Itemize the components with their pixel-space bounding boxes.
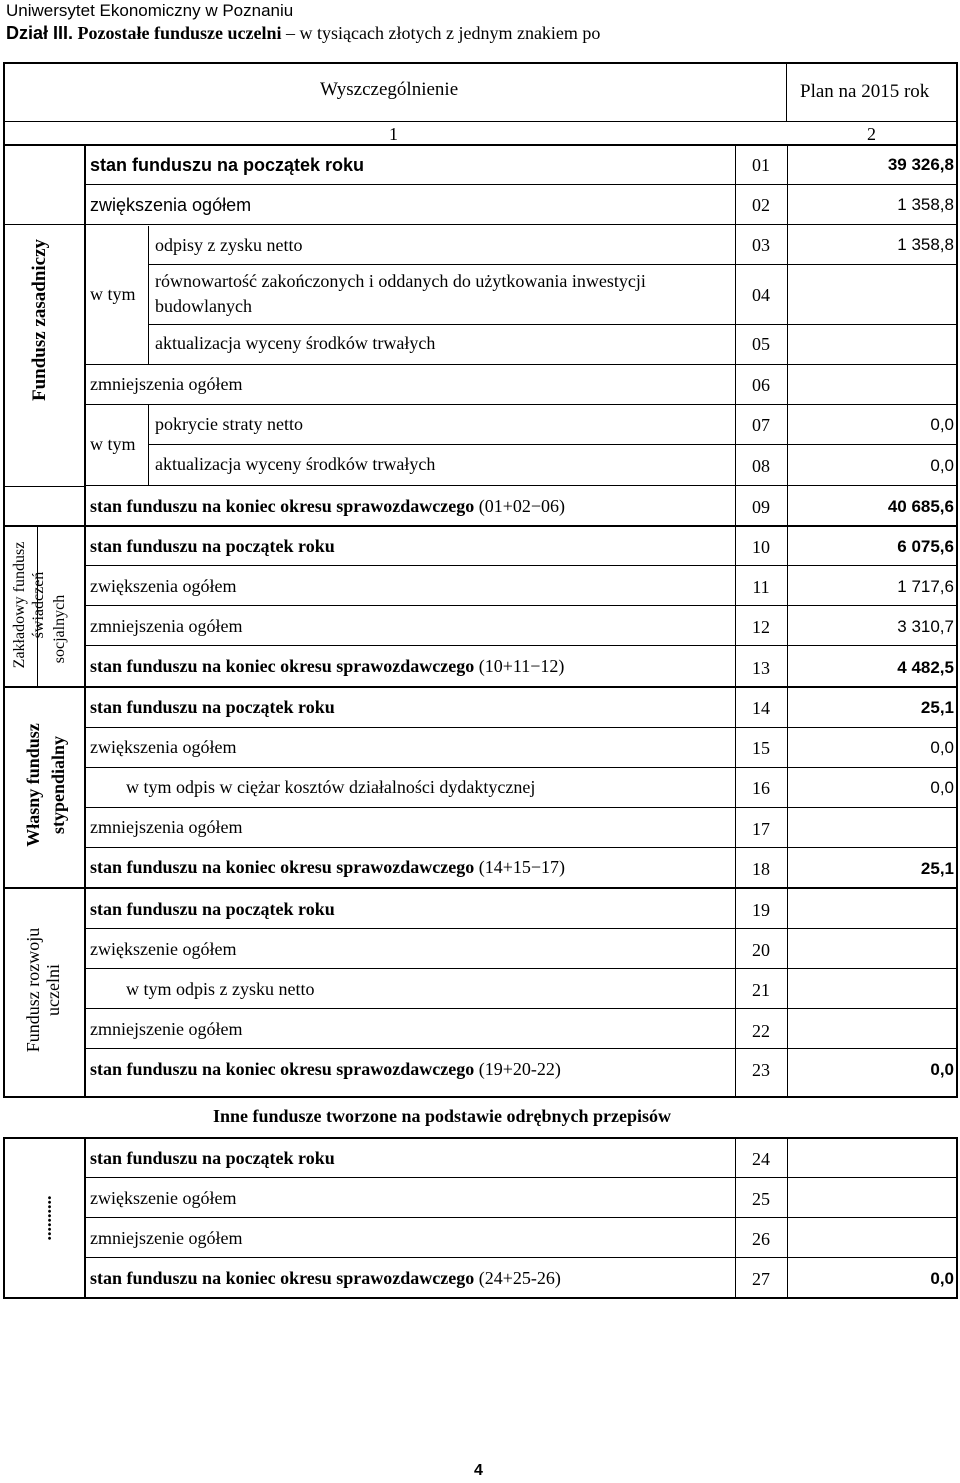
row-value: 0,0	[930, 415, 954, 434]
row-label: stan funduszu na koniec okresu sprawozdawczego (24+25-26)	[90, 1268, 561, 1288]
row-label: zmniejszenia ogółem	[90, 817, 243, 837]
division-label: Dział III.	[6, 23, 74, 43]
row-code: 13	[752, 658, 770, 678]
group-divider	[3, 686, 958, 688]
row-code: 17	[752, 819, 770, 839]
row-label: równowartość zakończonych i oddanych do użytkowania inwestycji	[155, 271, 646, 291]
row-label-cont: budowlanych	[155, 296, 252, 316]
row-code: 04	[752, 285, 770, 305]
row-label: zwiększenie ogółem	[90, 939, 237, 959]
row-value: 25,1	[920, 698, 954, 717]
table-border	[3, 62, 5, 1098]
row-code: 25	[752, 1189, 770, 1209]
row-code: 26	[752, 1229, 770, 1249]
w-tym-label: w tym	[90, 434, 136, 454]
row-label: aktualizacja wyceny środków trwałych	[155, 333, 436, 353]
row-label: stan funduszu na początek roku	[90, 1148, 335, 1168]
group-divider	[3, 887, 958, 889]
row-value: 39 326,8	[887, 155, 954, 174]
group-label-other: ..........	[35, 1195, 55, 1241]
row-code: 02	[752, 195, 770, 215]
row-code: 19	[752, 900, 770, 920]
row-value: 1 358,8	[897, 195, 954, 214]
row-label: stan funduszu na koniec okresu sprawozdawczego (10+11−12)	[90, 656, 565, 676]
row-value: 0,0	[930, 1060, 954, 1079]
row-label: stan funduszu na koniec okresu sprawozdawczego (01+02−06)	[90, 496, 566, 516]
row-code: 20	[752, 940, 770, 960]
unit-note: w tysiącach złotych z jednym znakiem po	[299, 23, 601, 43]
row-label: zwiększenia ogółem	[90, 737, 237, 757]
row-label: stan funduszu na koniec okresu sprawozdawczego (19+20-22)	[90, 1059, 561, 1079]
row-divider	[3, 121, 958, 122]
row-value: 0,0	[930, 456, 954, 475]
row-value: 25,1	[920, 859, 954, 878]
row-code: 05	[752, 334, 770, 354]
university-name: Uniwersytet Ekonomiczny w Poznaniu	[6, 1, 294, 20]
row-code: 10	[752, 537, 770, 557]
row-code: 14	[752, 698, 770, 718]
row-label: aktualizacja wyceny środków trwałych	[155, 454, 436, 474]
group-label-zfss-1: Zakładowy fundusz	[11, 541, 28, 669]
row-code: 16	[752, 778, 770, 798]
inne-section-title: Inne fundusze tworzone na podstawie odrębnych przepisów	[213, 1106, 672, 1126]
row-value: 4 482,5	[897, 658, 954, 677]
section-heading	[6, 23, 600, 44]
table-border	[956, 62, 958, 1098]
row-label: zmniejszenie ogółem	[90, 1228, 243, 1248]
col-divider	[786, 62, 787, 122]
col-number-1: 1	[389, 124, 398, 144]
row-label: stan funduszu na koniec okresu sprawozdawczego (14+15−17)	[90, 857, 566, 877]
row-label: stan funduszu na początek roku	[90, 697, 335, 717]
group-divider	[3, 486, 85, 487]
group-label-zfss-2: świadczeń	[30, 571, 47, 639]
division-title: Pozostałe fundusze uczelni	[77, 23, 282, 43]
row-value: 0,0	[930, 1269, 954, 1288]
row-label: zwiększenia ogółem	[90, 195, 252, 215]
row-code: 15	[752, 738, 770, 758]
row-code: 12	[752, 617, 770, 637]
row-label: odpisy z zysku netto	[155, 235, 303, 255]
row-value: 6 075,6	[897, 537, 954, 556]
row-code: 03	[752, 235, 770, 255]
group-label-wfs-2: stypendialny	[48, 735, 68, 835]
row-label: stan funduszu na początek roku	[90, 155, 365, 175]
row-label: zmniejszenia ogółem	[90, 616, 243, 636]
heading-dash: –	[286, 23, 296, 43]
row-value: 0,0	[930, 738, 954, 757]
row-label: zmniejszenie ogółem	[90, 1019, 243, 1039]
group-label-wfs-1: Własny fundusz	[23, 723, 43, 847]
row-value: 0,0	[930, 778, 954, 797]
row-code: 06	[752, 375, 770, 395]
row-code: 21	[752, 980, 770, 1000]
row-code: 01	[752, 155, 770, 175]
w-tym-label: w tym	[90, 284, 136, 304]
row-value: 1 717,6	[897, 577, 954, 596]
row-value: 3 310,7	[897, 617, 954, 636]
row-code: 22	[752, 1021, 770, 1041]
row-code: 23	[752, 1060, 770, 1080]
group-label-fru-2: uczelni	[43, 964, 63, 1016]
group-divider	[3, 525, 958, 527]
row-label: zmniejszenia ogółem	[90, 374, 243, 394]
row-value: 40 685,6	[887, 497, 954, 516]
group-label-fundusz-zasadniczy: Fundusz zasadniczy	[29, 238, 50, 402]
row-code: 08	[752, 456, 770, 476]
group-label-zfss-3: socjalnych	[51, 594, 68, 664]
col-divider	[84, 144, 86, 1097]
row-label: pokrycie straty netto	[155, 414, 303, 434]
row-label: w tym odpis w ciężar kosztów działalności dydaktycznej	[126, 777, 536, 797]
row-label: stan funduszu na początek roku	[90, 536, 335, 556]
row-value: 1 358,8	[897, 235, 954, 254]
row-code: 18	[752, 859, 770, 879]
table-border	[3, 1096, 958, 1098]
row-code: 11	[752, 577, 770, 597]
row-code: 24	[752, 1149, 770, 1169]
table-border	[3, 62, 958, 64]
row-code: 07	[752, 415, 770, 435]
row-label: w tym odpis z zysku netto	[126, 979, 315, 999]
page-number: 4	[474, 1462, 483, 1479]
row-label: zwiększenia ogółem	[90, 576, 237, 596]
row-label: stan funduszu na początek roku	[90, 899, 335, 919]
row-label: zwiększenie ogółem	[90, 1188, 237, 1208]
row-code: 27	[752, 1269, 770, 1289]
group-label-fru-1: Fundusz rozwoju	[23, 927, 43, 1053]
row-divider	[3, 144, 958, 146]
col-header-desc: Wyszczególnienie	[320, 79, 459, 100]
col-header-plan: Plan na 2015 rok	[800, 81, 930, 102]
col-number-2: 2	[867, 124, 876, 144]
row-code: 09	[752, 497, 770, 517]
col-divider	[148, 226, 149, 364]
